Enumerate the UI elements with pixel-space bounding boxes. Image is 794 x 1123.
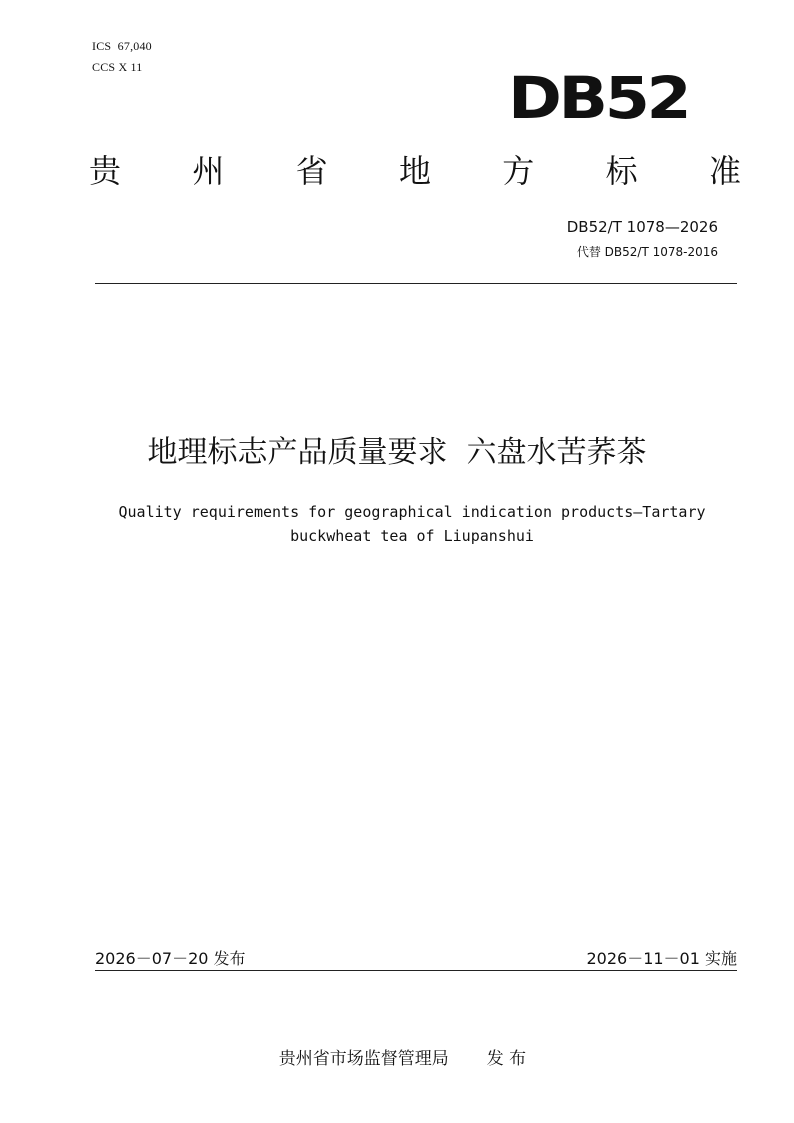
publish-date: 2026－07－20 发布: [95, 949, 246, 968]
title-english: Quality requirements for geographical indication products—Tartary buckwheat tea of Liupanshui: [118, 503, 706, 545]
standard-type-heading: [88, 151, 742, 191]
issuer-line: [0, 1024, 794, 1069]
standard-type-char: 贵: [88, 152, 121, 190]
standard-type-char: 方: [502, 152, 535, 190]
implement-date: 2026－11－01 实施: [586, 949, 737, 968]
title-chinese: 地理标志产品质量要求 六盘水苦荞茶: [147, 435, 647, 470]
issuing-authority: 贵州省市场监督管理局: [278, 1049, 449, 1069]
ccs-code: CCS X 11: [92, 60, 143, 74]
replaced-standard: 代替 DB52/T 1078-2016: [576, 245, 718, 259]
standard-type-char: 标: [605, 152, 638, 190]
top-divider: [95, 283, 737, 284]
bottom-divider: [95, 970, 737, 971]
standard-type-char: 州: [192, 152, 225, 190]
standard-type-char: 省: [295, 152, 328, 190]
standard-number: DB52/T 1078—2026: [566, 218, 718, 236]
issue-action: 发 布: [486, 1049, 527, 1069]
ics-code: ICS 67,040: [92, 39, 152, 53]
db52-logo: DB52: [508, 64, 689, 132]
standard-type-char: 准: [708, 152, 741, 190]
standard-type-char: 地: [398, 152, 431, 190]
